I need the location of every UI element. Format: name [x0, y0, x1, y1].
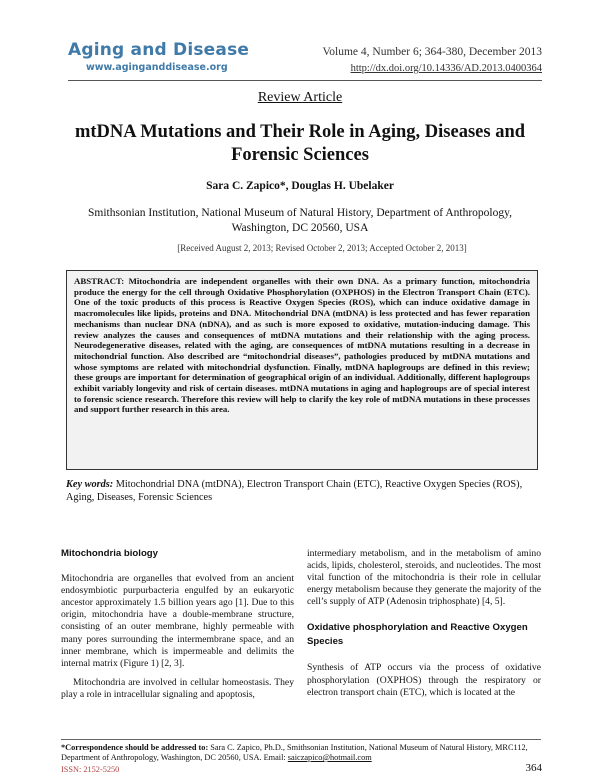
paragraph: Synthesis of ATP occurs via the process of oxidative phosphorylation (OXPHOS) through the respiratory or electron transport chain (ETC), which is located at the — [307, 662, 541, 698]
correspondence-note — [61, 743, 541, 763]
author-list: Sara C. Zapico*, Douglas H. Ubelaker — [206, 180, 394, 192]
paragraph: Mitochondria are involved in cellular homeostasis. They play a role in intracellular signaling and apoptosis, — [61, 676, 294, 700]
body-column-left — [61, 548, 294, 701]
article-title: mtDNA Mutations and Their Role in Aging, Diseases and Forensic Sciences — [74, 122, 526, 165]
header-divider — [68, 80, 542, 81]
abstract-text: Mitochondria are independent organelles with their own DNA. As a primary function, mitochondria produce the energy for the cell through Oxidative Phosphorylation (OXPHOS) in the Electron Transport Chain (ETC). One of the toxic products of this process is Reactive Oxygen Species (ROS), which can induce oxidative damage in macromolecules like lipids, proteins and DNA. Mitochondrial DNA (mtDNA) is less protected and has fewer reparation mechanisms than nuclear DNA (nDNA), and as such is more exposed to oxidative, mutation-inducing damage. This review analyzes the causes and consequences of mtDNA mutations and their relationship with the aging process. Neurodegenerative diseases, related with the aging, are consequences of mtDNA mutations resulting in a decrease in mitochondrial function. Also described are “mitochondrial diseases”, pathologies produced by mtDNA mutations and whose symptoms are related with mitochondrial dysfunction. Finally, mtDNA haplogroups are defined in this review; these groups are important for determination of geographical origin of an individual. Additionally, different haplogroups exhibit variably longevity and risk of certain diseases. mtDNA mutations in aging and haplogroups are of special interest to forensic science research. Therefore this review will help to clarify the key role of mtDNA mutations in these processes and support further research in this area. — [74, 276, 531, 415]
page-number: 364 — [525, 762, 542, 774]
paragraph: intermediary metabolism, and in the metabolism of amino acids, lipids, cholesterol, steroids, and nucleotides. The most vital function of the mitochondria is their role in cellular energy metabolism because they generate the majority of the cell’s supply of ATP (Adenosin triphosphate) [4, 5]. — [307, 548, 541, 608]
keywords-label: Key words: — [66, 479, 114, 490]
footnote-divider — [61, 739, 541, 740]
paragraph: Mitochondria are organelles that evolved from an ancient endosymbiotic purpurbacteria engulfed by an eukaryotic ancestor approximately 1.5 billion years ago [1]. Due to this origin, mitochondria have a double-membrane structure, consisting of an outer membrane, highly permeable with many pores surrounding the intermembrane space, and an inner membrane, which is impermeable and delimits the internal matrix (Figure 1) [2, 3]. — [61, 573, 294, 669]
correspondence-text: Sara C. Zapico, Ph.D., Smithsonian Institution, National Museum of Natural History, MRC112, Department of Anthropology, Washington, DC 20560, USA. Email: — [61, 743, 528, 762]
correspondence-label: *Correspondence should be addressed to: — [61, 743, 209, 752]
submission-dates: [Received August 2, 2013; Revised October 2, 2013; Accepted October 2, 2013] — [177, 243, 467, 253]
affiliation: Smithsonian Institution, National Museum of Natural History, Department of Anthropology, Washington, DC 20560, USA — [88, 207, 512, 234]
abstract-box — [66, 270, 538, 470]
body-column-right — [307, 548, 541, 699]
issn: ISSN: 2152-5250 — [61, 765, 120, 774]
journal-name: Aging and Disease — [68, 40, 250, 60]
section-heading-mitochondria-biology: Mitochondria biology — [61, 548, 158, 559]
article-type: Review Article — [257, 90, 343, 105]
keywords — [66, 478, 542, 504]
journal-url-link[interactable]: www.aginganddisease.org — [86, 62, 228, 73]
email-link[interactable]: saiczapico@hotmail.com — [287, 753, 372, 762]
volume-info: Volume 4, Number 6; 364-380, December 2013 — [322, 46, 542, 58]
doi-link[interactable]: http://dx.doi.org/10.14336/AD.2013.0400364 — [350, 63, 542, 74]
abstract-label: ABSTRACT: — [74, 276, 125, 286]
keywords-text: Mitochondrial DNA (mtDNA), Electron Transport Chain (ETC), Reactive Oxygen Species (ROS), Aging, Diseases, Forensic Sciences — [66, 479, 523, 503]
section-heading-oxphos-ros: Oxidative phosphorylation and Reactive Oxygen Species — [307, 622, 528, 648]
